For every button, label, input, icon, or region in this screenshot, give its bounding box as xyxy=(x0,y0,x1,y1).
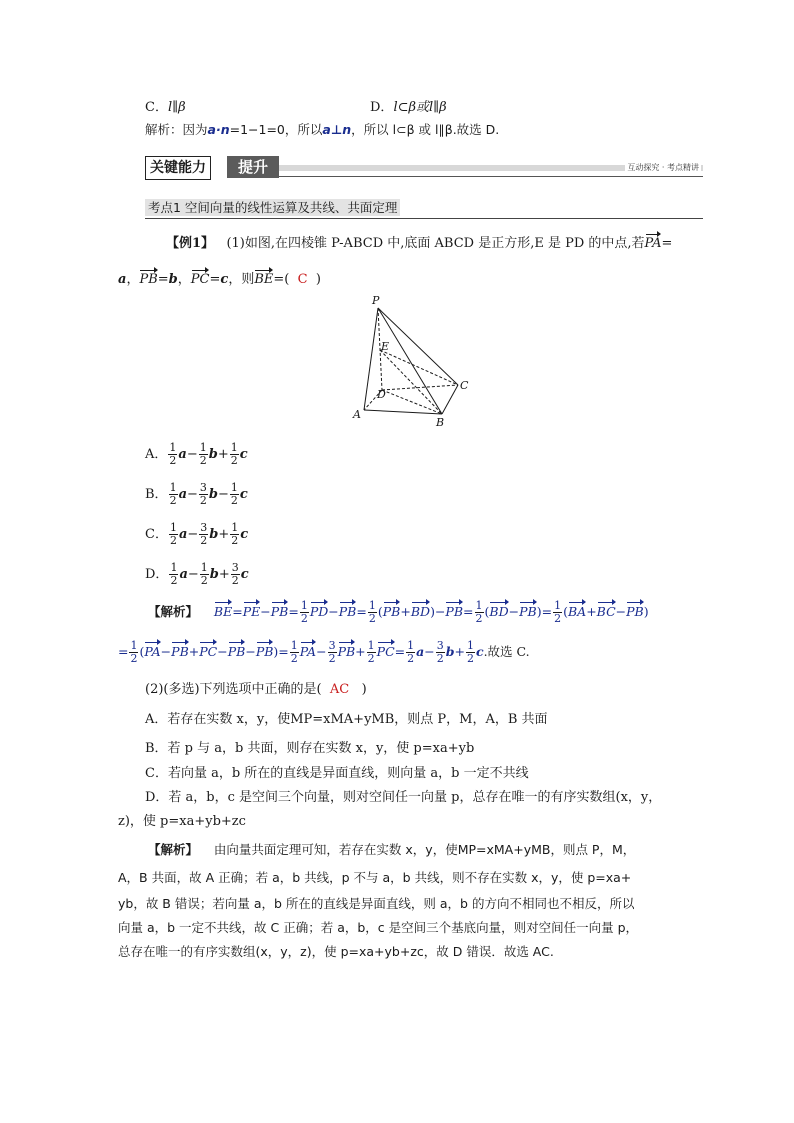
part2-option-c: C．若向量 a，b 所在的直线是异面直线，则向量 a，b 一定不共线 xyxy=(145,766,529,781)
example-text: ，则 xyxy=(228,272,255,287)
part2-option-d1: D．若 a，b，c 是空间三个向量，则对空间任一向量 p，总存在唯一的有序实数组(x，y， xyxy=(145,790,662,805)
kaodian-text: 考点1 空间向量的线性运算及共线、共面定理 xyxy=(145,199,400,216)
fraction xyxy=(200,562,209,587)
paren-close: ) xyxy=(361,682,367,697)
denominator: 2 xyxy=(231,534,239,547)
paren-close: ) xyxy=(315,272,321,287)
choice-label: D． xyxy=(145,567,169,582)
fraction xyxy=(230,442,239,467)
example-label: 【例1】 xyxy=(166,236,215,251)
denominator: 2 xyxy=(231,574,239,587)
vector-a: a xyxy=(178,487,187,502)
operator: + xyxy=(217,447,229,462)
fraction xyxy=(231,562,240,587)
operator: + xyxy=(218,567,230,582)
choice-label: B． xyxy=(145,487,168,502)
numerator: 1 xyxy=(230,441,238,454)
banner-tag: 互动探究 · 考点精讲 xyxy=(627,163,699,172)
label-c: C xyxy=(460,379,469,392)
solution1-line1 xyxy=(148,600,649,625)
choice-label: A． xyxy=(145,447,168,462)
denominator: 2 xyxy=(170,574,178,587)
denominator: 2 xyxy=(200,534,208,547)
vector-b: b xyxy=(208,447,218,462)
numerator: 1 xyxy=(231,521,239,534)
banner-title: 关键能力 xyxy=(145,156,211,180)
question-text: (2)(多选)下列选项中正确的是( xyxy=(145,682,322,697)
solution-text: 解析：因为 xyxy=(145,122,208,137)
fraction xyxy=(169,522,178,547)
part2-option-a: A．若存在实数 x，y，使MP=xMA+yMB，则点 P，M，A，B 共面 xyxy=(145,712,548,727)
numerator: 1 xyxy=(199,441,207,454)
choice-d xyxy=(145,562,249,587)
numerator: 3 xyxy=(200,521,208,534)
example1-line1: 【例1】 (1)如图,在四棱锥 P-ABCD 中,底面 ABCD 是正方形,E 是 PD 的中点,若PA= xyxy=(166,236,673,251)
banner-title-dark: 提升 xyxy=(227,156,279,178)
numerator: 1 xyxy=(169,521,177,534)
numerator: 3 xyxy=(231,561,239,574)
option-label: C． xyxy=(145,100,168,115)
vector-c: c xyxy=(220,272,229,287)
vector-b: b xyxy=(209,527,219,542)
denominator: 2 xyxy=(200,574,208,587)
vector-c: c xyxy=(239,487,248,502)
vector-pa: PA xyxy=(644,236,662,251)
label-p: P xyxy=(372,294,380,307)
vector-c: c xyxy=(240,527,249,542)
top-solution xyxy=(145,120,499,138)
operator: − xyxy=(218,487,229,502)
label-e: E xyxy=(381,340,390,353)
choice-label: C． xyxy=(145,527,168,542)
kaodian-heading xyxy=(145,198,703,219)
vector-c: c xyxy=(239,447,248,462)
vector-be: BE xyxy=(254,272,274,287)
label-b: B xyxy=(436,416,445,429)
solution-text: 由向量共面定理可知，若存在实数 x，y，使MP=xMA+yMB，则点 P，M， xyxy=(213,842,636,857)
paren-open: =( xyxy=(273,272,290,287)
operator: − xyxy=(187,487,198,502)
operator: + xyxy=(218,527,230,542)
denominator: 2 xyxy=(169,454,177,467)
solution-label: 【解析】 xyxy=(148,842,199,857)
denominator: 2 xyxy=(199,454,207,467)
denominator: 2 xyxy=(169,534,177,547)
fraction xyxy=(169,562,178,587)
vector-b: b xyxy=(168,272,178,287)
option-d-prev xyxy=(370,96,447,115)
edge-ab xyxy=(364,410,442,414)
vector-expr: a⊥n xyxy=(322,122,352,137)
vector-a: a xyxy=(178,447,187,462)
option-text: l⊂β或l∥β xyxy=(393,100,447,115)
example1-line2: a，PB=b，PC=c，则BE=( C ) xyxy=(118,272,321,287)
solution2-line4: 向量 a，b 一定不共线，故 C 正确；若 a，b，c 是空间三个基底向量，则对空间任一向量 p， xyxy=(118,920,639,935)
equation-part: = $\frac{1}{2}$ (PA−PB+PC−PB−PB)= $\frac{1}{2}$ PA− $\frac{3}{2}$ PB+ $\frac{1}{2}$ PC= $\frac{1}{2}$ a− $\frac{3}{2}$ b+ $\frac{1}{2}$ c xyxy=(118,639,484,665)
solution2-line5: 总存在唯一的有序实数组(x，y，z)，使 p=xa+yb+zc，故 D 错误．故选 AC. xyxy=(118,944,554,959)
vector-b: b xyxy=(209,567,219,582)
denominator: 2 xyxy=(169,494,177,507)
fraction xyxy=(230,522,239,547)
fraction xyxy=(199,522,208,547)
fraction xyxy=(168,442,177,467)
fraction xyxy=(230,482,239,507)
denominator: 2 xyxy=(199,494,207,507)
edge-dc xyxy=(382,385,458,390)
choice-b xyxy=(145,482,248,507)
segment-ec xyxy=(380,350,458,385)
vector-c: c xyxy=(240,567,249,582)
numerator: 3 xyxy=(199,481,207,494)
label-d: D xyxy=(377,388,386,401)
numerator: 1 xyxy=(169,441,177,454)
vector-pb: PB xyxy=(139,272,158,287)
fraction xyxy=(199,482,208,507)
edge-bc xyxy=(442,385,458,414)
equation-part: BE=PE−PB= $\frac{1}{2}$ PD−PB= $\frac{1}{2}$ (PB+BD)−PB= $\frac{1}{2}$ (BD−PB)= $\frac{1}{2}$ (BA+BC−PB) xyxy=(213,599,649,625)
vector-a: a xyxy=(179,567,188,582)
banner-line xyxy=(279,176,703,177)
edge-pa xyxy=(364,308,378,410)
denominator: 2 xyxy=(230,494,238,507)
part2-option-d2: z)，使 p=xa+yb+zc xyxy=(118,814,246,829)
option-c-prev xyxy=(145,96,186,115)
solution1-line2 xyxy=(118,640,530,665)
example-text: (1)如图,在四棱锥 P-ABCD 中,底面 ABCD 是正方形,E 是 PD 的中点,若 xyxy=(226,236,645,251)
solution2-line2: A，B 共面，故 A 正确；若 a，b 共线，p 不与 a，b 共线，则不存在实数 x，y，使 p=xa+ xyxy=(118,870,632,885)
fraction xyxy=(169,482,178,507)
option-text: l∥β xyxy=(167,100,186,115)
option-label: D． xyxy=(370,100,394,115)
numerator: 1 xyxy=(200,561,208,574)
segment-be xyxy=(380,350,442,414)
vector-expr: a·n xyxy=(207,122,230,137)
numerator: 1 xyxy=(169,481,177,494)
part2-stem xyxy=(145,678,367,697)
solution-end: .故选 C. xyxy=(483,644,530,659)
solution2-line3: yb，故 B 错误；若向量 a，b 所在的直线是异面直线，则 a，b 的方向不相同也不相反，所以 xyxy=(118,896,635,911)
fraction xyxy=(199,442,208,467)
answer-mark: AC xyxy=(329,682,350,697)
solution-label: 【解析】 xyxy=(148,604,199,619)
vector-b: b xyxy=(208,487,218,502)
operator: − xyxy=(186,447,198,462)
segment-db xyxy=(382,390,442,414)
part2-option-b: B．若 p 与 a，b 共面，则存在实数 x，y，使 p=xa+yb xyxy=(145,741,475,756)
solution-text: =1−1=0，所以 xyxy=(229,122,323,137)
section-banner xyxy=(145,156,703,180)
choice-c xyxy=(145,522,248,547)
solution2-line1 xyxy=(148,840,635,858)
choice-a xyxy=(145,442,248,467)
answer-mark: C xyxy=(297,272,308,287)
vector-a: a xyxy=(118,272,127,287)
vector-a: a xyxy=(178,527,188,542)
operator: − xyxy=(187,527,199,542)
numerator: 1 xyxy=(230,481,238,494)
operator: − xyxy=(187,567,199,582)
denominator: 2 xyxy=(230,454,238,467)
pyramid-figure xyxy=(350,292,480,432)
numerator: 1 xyxy=(170,561,178,574)
solution-text: ，所以 l⊂β 或 l∥β.故选 D. xyxy=(351,122,500,137)
vector-pc: PC xyxy=(190,272,210,287)
label-a: A xyxy=(353,408,361,421)
